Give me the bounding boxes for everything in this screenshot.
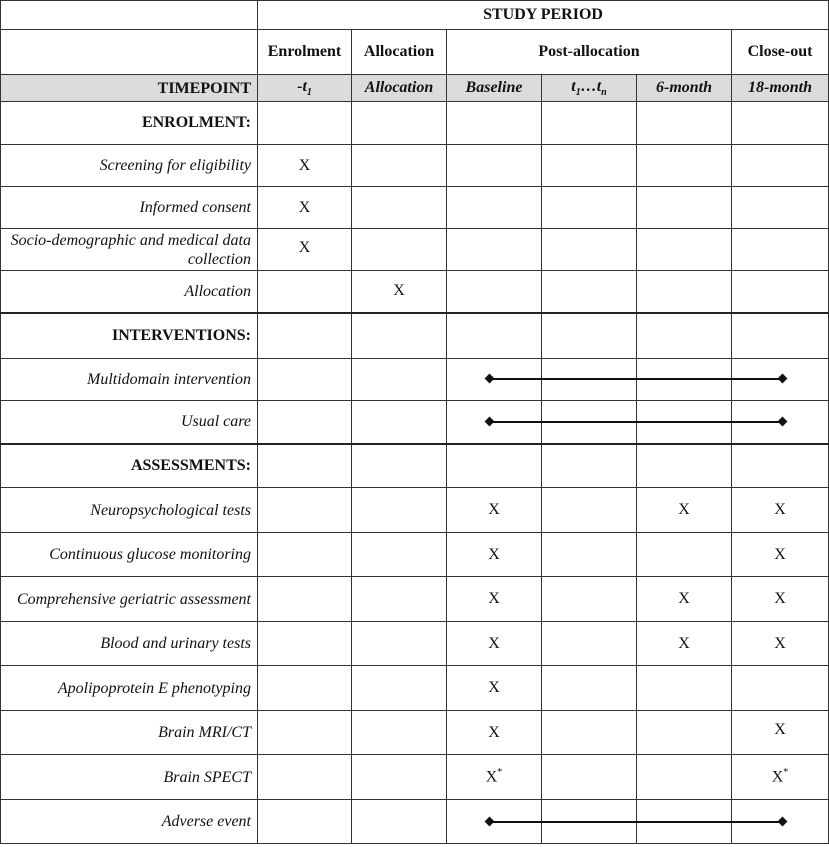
timepoint-t1: $-t_1$ [258, 75, 352, 102]
row-label: Socio-demographic and medical data collection [1, 229, 258, 271]
mark-asterisk: X* [732, 755, 829, 800]
row-label: Apolipoprotein E phenotyping [1, 666, 258, 711]
row-label: Blood and urinary tests [1, 622, 258, 666]
mark: X [447, 577, 542, 622]
row-label: Allocation [1, 271, 258, 313]
mark: X [732, 488, 829, 533]
mark: X [258, 145, 352, 187]
mark: X [637, 577, 732, 622]
table-row [1, 666, 829, 711]
phase-post-allocation: Post-allocation [447, 30, 732, 75]
table-row [1, 711, 829, 755]
row-label: Screening for eligibility [1, 145, 258, 187]
section-interventions: INTERVENTIONS: [1, 313, 258, 359]
mark-asterisk: X* [447, 755, 542, 800]
row-label: Informed consent [1, 187, 258, 229]
mark: X [258, 229, 352, 271]
table-row [1, 229, 829, 271]
timepoint-allocation: Allocation [352, 75, 447, 102]
table-row [1, 271, 829, 313]
mark: X [732, 577, 829, 622]
timepoint-6-month: 6-month [637, 75, 732, 102]
row-label: Brain MRI/CT [1, 711, 258, 755]
row-label: Adverse event [1, 800, 258, 844]
row-label: Neuropsychological tests [1, 488, 258, 533]
table-row [1, 622, 829, 666]
mark: X [447, 711, 542, 755]
row-label: Usual care [1, 401, 258, 444]
multidomain-duration-bar [490, 378, 782, 380]
row-label: Brain SPECT [1, 755, 258, 800]
timepoint-label: TIMEPOINT [1, 75, 258, 102]
table-row [1, 187, 829, 229]
timepoint-baseline: Baseline [447, 75, 542, 102]
corner-cell [1, 1, 258, 30]
mark: X [637, 488, 732, 533]
table-row [1, 488, 829, 533]
row-label: Multidomain intervention [1, 359, 258, 401]
mark: X [258, 187, 352, 229]
mark: X [732, 711, 829, 755]
timepoint-18-month: 18-month [732, 75, 829, 102]
mark: X [352, 271, 447, 313]
mark: X [447, 622, 542, 666]
timepoint-t1-tn: $t_1\dots t_n$ [542, 75, 637, 102]
mark: X [447, 533, 542, 577]
mark: X [732, 533, 829, 577]
adverse-event-duration-bar [490, 821, 782, 823]
study-period-header: STUDY PERIOD [258, 1, 829, 30]
usual-care-duration-bar [490, 421, 782, 423]
row-label: Continuous glucose monitoring [1, 533, 258, 577]
mark: X [637, 622, 732, 666]
phase-close-out: Close-out [732, 30, 829, 75]
row-label: Comprehensive geriatric assessment [1, 577, 258, 622]
mark: X [447, 666, 542, 711]
table-row [1, 533, 829, 577]
mark: X [447, 488, 542, 533]
section-assessments: ASSESSMENTS: [1, 444, 258, 488]
phase-allocation: Allocation [352, 30, 447, 75]
table-row [1, 145, 829, 187]
section-enrolment: ENROLMENT: [1, 102, 258, 145]
mark: X [732, 622, 829, 666]
table-row [1, 577, 829, 622]
phase-enrolment: Enrolment [258, 30, 352, 75]
table-row [1, 755, 829, 800]
